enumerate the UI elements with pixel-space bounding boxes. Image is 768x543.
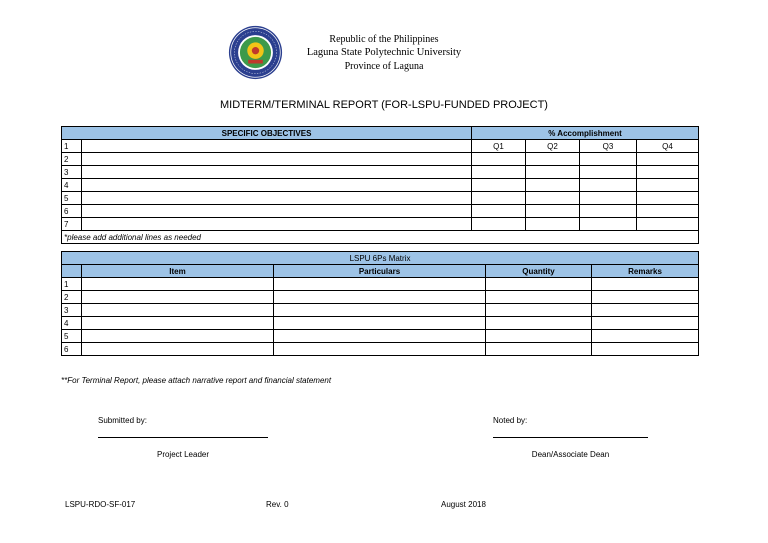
table-row <box>62 192 699 205</box>
particulars-cell[interactable] <box>274 304 486 317</box>
form-date: August 2018 <box>441 500 486 509</box>
objective-cell[interactable] <box>82 140 472 153</box>
objective-cell[interactable] <box>82 218 472 231</box>
remarks-cell[interactable] <box>592 317 699 330</box>
row-number: 1 <box>62 278 82 291</box>
item-cell[interactable] <box>82 291 274 304</box>
item-cell[interactable] <box>82 278 274 291</box>
row-number: 3 <box>62 166 82 179</box>
particulars-cell[interactable] <box>274 330 486 343</box>
quantity-cell[interactable] <box>486 278 592 291</box>
row-number: 2 <box>62 153 82 166</box>
quantity-cell[interactable] <box>486 317 592 330</box>
q1-cell[interactable] <box>472 166 526 179</box>
objective-cell[interactable] <box>82 166 472 179</box>
q2-cell[interactable] <box>526 218 580 231</box>
matrix-title: LSPU 6Ps Matrix <box>62 252 699 265</box>
row-number: 3 <box>62 304 82 317</box>
quantity-cell[interactable] <box>486 343 592 356</box>
particulars-cell[interactable] <box>274 343 486 356</box>
row-number: 6 <box>62 343 82 356</box>
project-leader-label: Project Leader <box>156 450 210 459</box>
row-number: 6 <box>62 205 82 218</box>
objective-cell[interactable] <box>82 179 472 192</box>
row-number: 4 <box>62 179 82 192</box>
q4-cell[interactable] <box>637 153 699 166</box>
accomplishment-header: % Accomplishment <box>472 127 699 140</box>
noted-by-label: Noted by: <box>493 416 528 425</box>
q3-cell[interactable] <box>580 166 637 179</box>
item-cell[interactable] <box>82 330 274 343</box>
matrix-remarks-header: Remarks <box>592 265 699 278</box>
submitted-by-label: Submitted by: <box>98 416 147 425</box>
matrix-number-header <box>62 265 82 278</box>
table-row <box>62 205 699 218</box>
table-row <box>62 304 699 317</box>
remarks-cell[interactable] <box>592 291 699 304</box>
terminal-report-note: **For Terminal Report, please attach narrative report and financial statement <box>61 376 332 385</box>
table-row <box>62 317 699 330</box>
q1-cell[interactable] <box>472 218 526 231</box>
signature-line-dean[interactable] <box>493 437 648 438</box>
q1-cell[interactable] <box>472 205 526 218</box>
q3-cell[interactable] <box>580 205 637 218</box>
header-republic: Republic of the Philippines <box>329 34 439 45</box>
particulars-cell[interactable] <box>274 278 486 291</box>
table-row <box>62 278 699 291</box>
particulars-cell[interactable] <box>274 291 486 304</box>
quarter-label-q1: Q1 <box>472 140 526 153</box>
q1-cell[interactable] <box>472 153 526 166</box>
header-university: Laguna State Polytechnic University <box>306 47 462 58</box>
particulars-cell[interactable] <box>274 317 486 330</box>
remarks-cell[interactable] <box>592 278 699 291</box>
matrix-quantity-header: Quantity <box>486 265 592 278</box>
table-row <box>62 343 699 356</box>
signature-line-leader[interactable] <box>98 437 268 438</box>
remarks-cell[interactable] <box>592 343 699 356</box>
objective-cell[interactable] <box>82 192 472 205</box>
row-number: 5 <box>62 192 82 205</box>
table-row <box>62 179 699 192</box>
form-code: LSPU-RDO-SF-017 <box>65 500 136 509</box>
q3-cell[interactable] <box>580 179 637 192</box>
quarter-label-q4: Q4 <box>637 140 699 153</box>
quantity-cell[interactable] <box>486 291 592 304</box>
row-number: 7 <box>62 218 82 231</box>
matrix-particulars-header: Particulars <box>274 265 486 278</box>
q1-cell[interactable] <box>472 192 526 205</box>
table-row <box>62 166 699 179</box>
quarter-label-q3: Q3 <box>580 140 637 153</box>
q2-cell[interactable] <box>526 205 580 218</box>
q4-cell[interactable] <box>637 205 699 218</box>
row-number: 2 <box>62 291 82 304</box>
row-number: 4 <box>62 317 82 330</box>
university-seal-logo <box>228 25 283 80</box>
objective-cell[interactable] <box>82 153 472 166</box>
q1-cell[interactable] <box>472 179 526 192</box>
row-number: 1 <box>62 140 82 153</box>
q2-cell[interactable] <box>526 153 580 166</box>
item-cell[interactable] <box>82 304 274 317</box>
q4-cell[interactable] <box>637 218 699 231</box>
q4-cell[interactable] <box>637 166 699 179</box>
item-cell[interactable] <box>82 317 274 330</box>
additional-lines-note: *please add additional lines as needed <box>62 231 699 244</box>
q3-cell[interactable] <box>580 192 637 205</box>
quantity-cell[interactable] <box>486 330 592 343</box>
table-row <box>62 140 699 153</box>
q4-cell[interactable] <box>637 192 699 205</box>
table-row <box>62 218 699 231</box>
quantity-cell[interactable] <box>486 304 592 317</box>
objectives-header: SPECIFIC OBJECTIVES <box>62 127 472 140</box>
remarks-cell[interactable] <box>592 330 699 343</box>
report-title: MIDTERM/TERMINAL REPORT (FOR-LSPU-FUNDED PROJECT) <box>220 99 548 111</box>
row-number: 5 <box>62 330 82 343</box>
table-row <box>62 291 699 304</box>
remarks-cell[interactable] <box>592 304 699 317</box>
q3-cell[interactable] <box>580 218 637 231</box>
q2-cell[interactable] <box>526 192 580 205</box>
revision-label: Rev. 0 <box>266 500 289 509</box>
matrix-table <box>61 251 699 356</box>
objective-cell[interactable] <box>82 205 472 218</box>
table-row <box>62 153 699 166</box>
header-province: Province of Laguna <box>344 61 424 72</box>
q2-cell[interactable] <box>526 166 580 179</box>
q3-cell[interactable] <box>580 153 637 166</box>
item-cell[interactable] <box>82 343 274 356</box>
q4-cell[interactable] <box>637 179 699 192</box>
matrix-item-header: Item <box>82 265 274 278</box>
table-row <box>62 330 699 343</box>
quarter-label-q2: Q2 <box>526 140 580 153</box>
objectives-table <box>61 126 699 244</box>
q2-cell[interactable] <box>526 179 580 192</box>
dean-label: Dean/Associate Dean <box>531 450 610 459</box>
